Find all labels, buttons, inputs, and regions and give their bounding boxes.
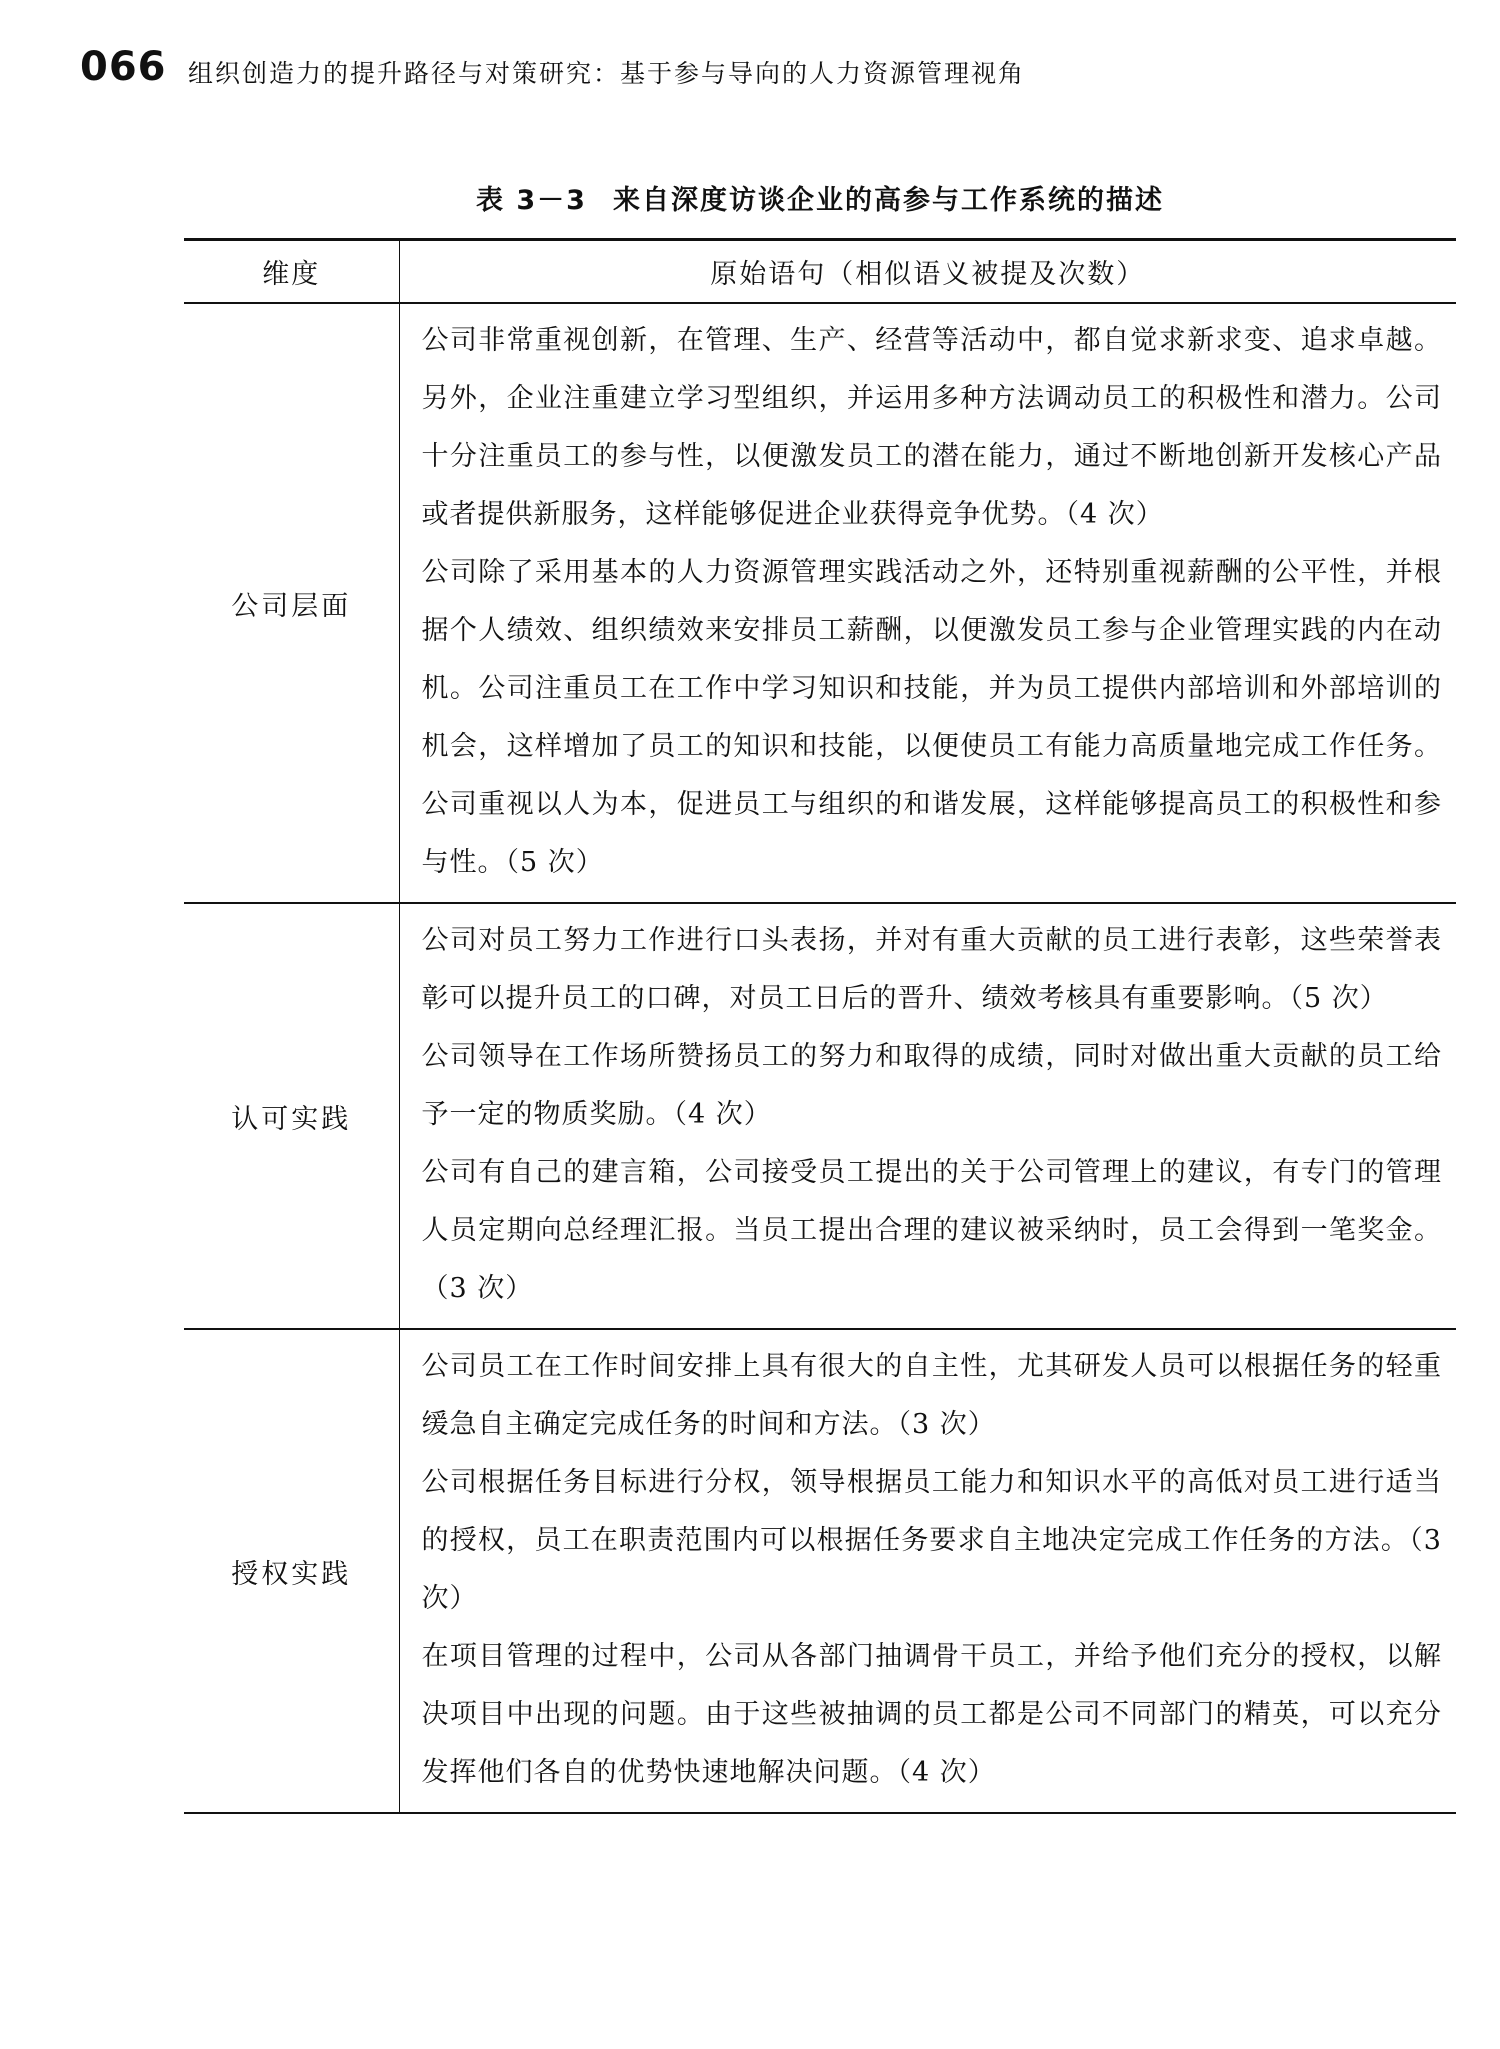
table-caption xyxy=(184,178,1456,217)
statement-paragraph: 公司领导在工作场所赞扬员工的努力和取得的成绩，同时对做出重大贡献的员工给予一定的物质奖励。（4 次） xyxy=(421,1041,1442,1130)
table-row xyxy=(184,903,1456,1329)
table-caption-number: 表 3－3 xyxy=(476,185,587,216)
table-header-row xyxy=(184,240,1456,304)
statement-paragraph: 公司根据任务目标进行分权，领导根据员工能力和知识水平的高低对员工进行适当的授权，员工在职责范围内可以根据任务要求自主地决定完成工作任务的方法。（3 次） xyxy=(421,1467,1442,1614)
statements-cell xyxy=(399,903,1456,1329)
statement-paragraph: 公司有自己的建言箱，公司接受员工提出的关于公司管理上的建议，有专门的管理人员定期向总经理汇报。当员工提出合理的建议被采纳时，员工会得到一笔奖金。（3 次） xyxy=(421,1157,1442,1304)
table-row xyxy=(184,303,1456,903)
statement-paragraph: 公司非常重视创新，在管理、生产、经营等活动中，都自觉求新求变、追求卓越。另外，企业注重建立学习型组织，并运用多种方法调动员工的积极性和潜力。公司十分注重员工的参与性，以便激发员工的潜在能力，通过不断地创新开发核心产品或者提供新服务，这样能够促进企业获得竞争优势。（4 次） xyxy=(421,325,1442,530)
dimension-cell: 认可实践 xyxy=(184,903,399,1329)
table-row xyxy=(184,1329,1456,1813)
statement-paragraph: 公司员工在工作时间安排上具有很大的自主性，尤其研发人员可以根据任务的轻重缓急自主确定完成任务的时间和方法。（3 次） xyxy=(421,1351,1442,1440)
column-header-statements: 原始语句（相似语义被提及次数） xyxy=(710,259,1146,290)
column-header-dimension: 维度 xyxy=(184,240,399,304)
statements-cell xyxy=(399,1329,1456,1813)
dimension-cell: 公司层面 xyxy=(184,303,399,903)
statements-cell xyxy=(399,303,1456,903)
running-title: 组织创造力的提升路径与对策研究：基于参与导向的人力资源管理视角 xyxy=(188,59,1026,88)
table-caption-title: 来自深度访谈企业的高参与工作系统的描述 xyxy=(612,185,1164,216)
statement-paragraph: 在项目管理的过程中，公司从各部门抽调骨干员工，并给予他们充分的授权，以解决项目中出现的问题。由于这些被抽调的员工都是公司不同部门的精英，可以充分发挥他们各自的优势快速地解决问题。（4 次） xyxy=(421,1641,1442,1788)
interview-table xyxy=(184,238,1456,1814)
dimension-cell: 授权实践 xyxy=(184,1329,399,1813)
statement-paragraph: 公司除了采用基本的人力资源管理实践活动之外，还特别重视薪酬的公平性，并根据个人绩效、组织绩效来安排员工薪酬，以便激发员工参与企业管理实践的内在动机。公司注重员工在工作中学习知识和技能，并为员工提供内部培训和外部培训的机会，这样增加了员工的知识和技能，以便使员工有能力高质量地完成工作任务。公司重视以人为本，促进员工与组织的和谐发展，这样能够提高员工的积极性和参与性。（5 次） xyxy=(421,557,1442,878)
page-header xyxy=(80,44,1460,104)
page-number: 066 xyxy=(80,44,167,90)
statement-paragraph: 公司对员工努力工作进行口头表扬，并对有重大贡献的员工进行表彰，这些荣誉表彰可以提升员工的口碑，对员工日后的晋升、绩效考核具有重要影响。（5 次） xyxy=(421,925,1442,1014)
